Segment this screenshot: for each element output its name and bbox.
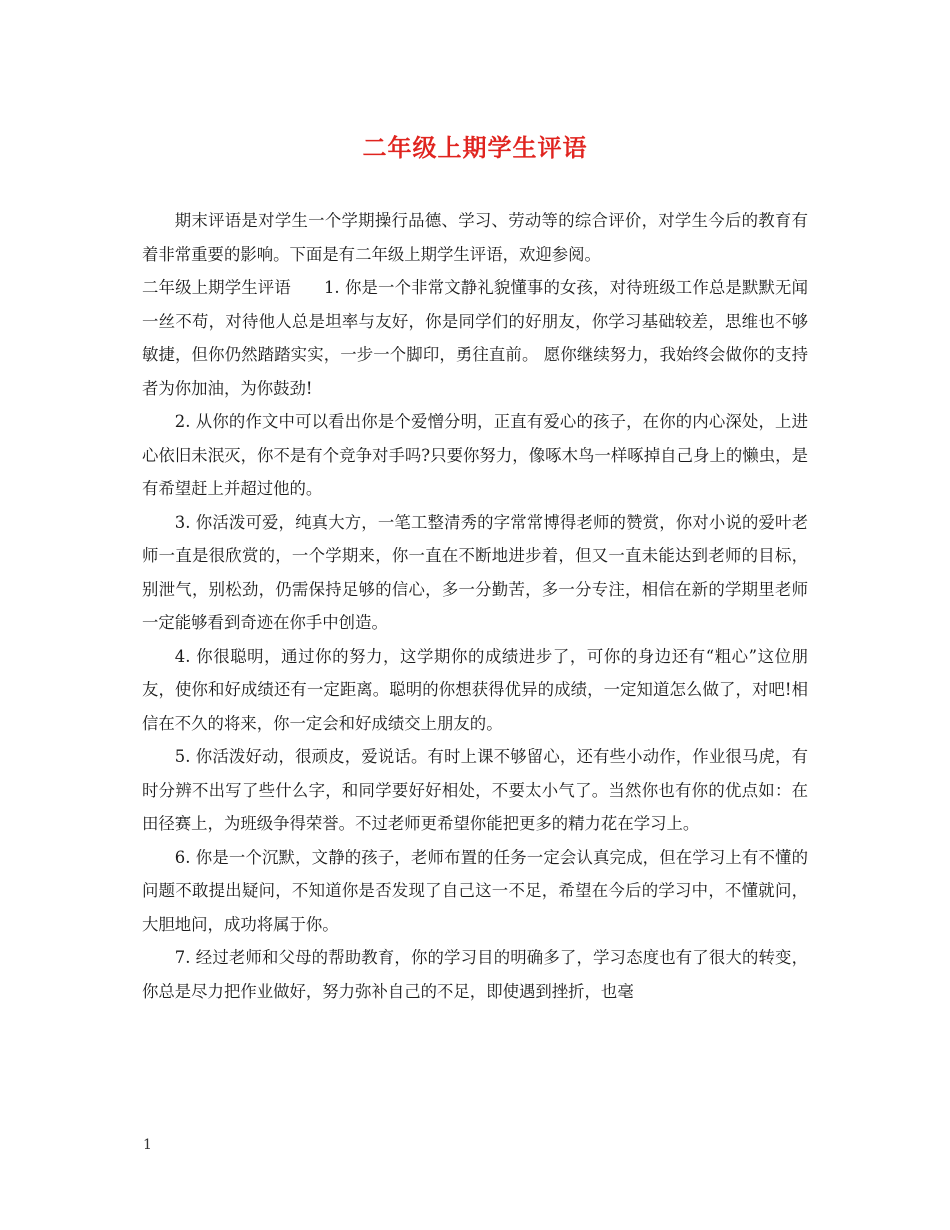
- comment-paragraph-7: 7. 经过老师和父母的帮助教育，你的学习目的明确多了，学习态度也有了很大的转变，你总是尽力把作业做好，努力弥补自己的不足，即使遇到挫折，也毫: [142, 948, 808, 1001]
- document-body: [142, 204, 808, 1008]
- comment-paragraph-2: 2. 从你的作文中可以看出你是个爱憎分明，正直有爱心的孩子，在你的内心深处，上进心依旧未泯灭，你不是有个竞争对手吗?只要你努力，像啄木鸟一样啄掉自己身上的懒虫，是有希望赶上并超过他的。: [142, 412, 808, 498]
- intro-paragraph: 期末评语是对学生一个学期操行品德、学习、劳动等的综合评价，对学生今后的教育有着非常重要的影响。下面是有二年级上期学生评语，欢迎参阅。: [142, 211, 808, 264]
- comment-paragraph-4: 4. 你很聪明，通过你的努力，这学期你的成绩进步了，可你的身边还有“粗心”这位朋友，使你和好成绩还有一定距离。聪明的你想获得优异的成绩，一定知道怎么做了，对吧!相信在不久的将来，你一定会和好成绩交上朋友的。: [142, 646, 808, 733]
- comment-paragraph-3: 3. 你活泼可爱，纯真大方，一笔工整清秀的字常常博得老师的赞赏，你对小说的爱叶老师一直是很欣赏的，一个学期来，你一直在不断地进步着，但又一直未能达到老师的目标，别泄气，别松劲，仍需保持足够的信心，多一分勤苦，多一分专注，相信在新的学期里老师一定能够看到奇迹在你手中创造。: [142, 512, 808, 632]
- page-number: 1: [143, 1137, 152, 1153]
- comment-paragraph-6: 6. 你是一个沉默，文静的孩子，老师布置的任务一定会认真完成，但在学习上有不懂的问题不敢提出疑问，不知道你是否发现了自己这一不足，希望在今后的学习中，不懂就问，大胆地问，成功将属于你。: [142, 847, 808, 934]
- comment-paragraph-1: 二年级上期学生评语 1. 你是一个非常文静礼貌懂事的女孩，对待班级工作总是默默无闻一丝不苟，对待他人总是坦率与友好，你是同学们的好朋友，你学习基础较差，思维也不够敏捷，但你仍然踏踏实实，一步一个脚印，勇往直前。 愿你继续努力，我始终会做你的支持者为你加油，为你鼓劲!: [142, 278, 808, 398]
- document-title: 二年级上期学生评语: [362, 133, 588, 162]
- comment-paragraph-5: 5. 你活泼好动，很顽皮，爱说话。有时上课不够留心，还有些小动作，作业很马虎，有时分辨不出写了些什么字，和同学要好好相处，不要太小气了。当然你也有你的优点如：在田径赛上，为班级争得荣誉。不过老师更希望你能把更多的精力花在学习上。: [142, 747, 808, 833]
